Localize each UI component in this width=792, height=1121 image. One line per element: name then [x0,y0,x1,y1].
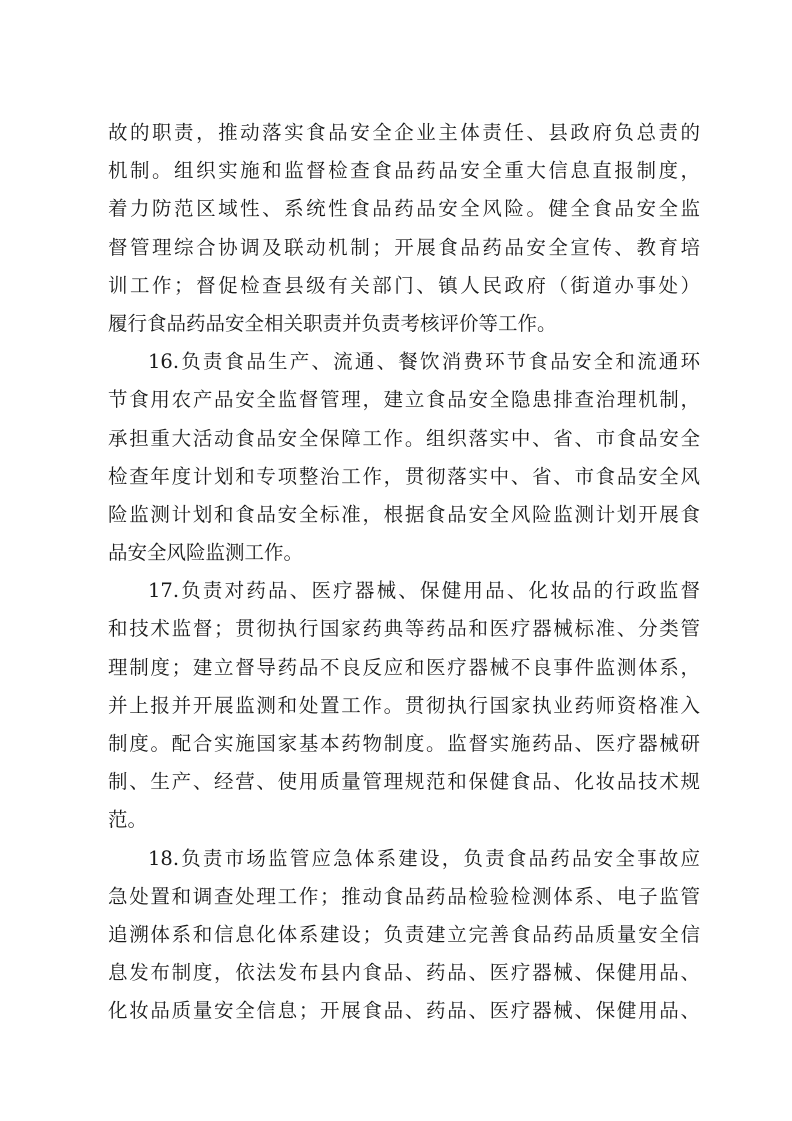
text-line: 着力防范区域性、系统性食品药品安全风险。健全食品安全监 [108,197,700,221]
text-line: 险监测计划和食品安全标准，根据食品安全风险监测计划开展食 [108,502,700,526]
text-line: 制度。配合实施国家基本药物制度。监督实施药品、医疗器械研 [108,732,700,755]
text-line: 和技术监督；贯彻执行国家药典等药品和医疗器械标准、分类管 [108,617,700,641]
text-line: 故的职责，推动落实食品安全企业主体责任、县政府负总责的 [108,121,700,144]
text-line: 化妆品质量安全信息；开展食品、药品、医疗器械、保健用品、 [108,999,700,1023]
text-line: 机制。组织实施和监督检查食品药品安全重大信息直报制度， [108,159,700,183]
document-body [108,114,700,1031]
text-line: 制、生产、经营、使用质量管理规范和保健食品、化妆品技术规 [108,770,700,794]
text-line: 履行食品药品安全相关职责并负责考核评价等工作。 [108,311,557,335]
text-line: 范。 [108,808,148,832]
text-line: 18.负责市场监管应急体系建设，负责食品药品安全事故应 [148,846,700,870]
text-line: 急处置和调查处理工作；推动食品药品检验检测体系、电子监管 [108,884,700,908]
text-line: 训工作；督促检查县级有关部门、镇人民政府（街道办事处） [108,273,700,297]
text-line: 督管理综合协调及联动机制；开展食品药品安全宣传、教育培 [108,235,700,259]
text-line: 追溯体系和信息化体系建设；负责建立完善食品药品质量安全信 [108,922,700,946]
text-line: 节食用农产品安全监督管理，建立食品安全隐患排查治理机制， [108,388,700,412]
text-line: 理制度；建立督导药品不良反应和医疗器械不良事件监测体系， [108,655,700,679]
text-line: 16.负责食品生产、流通、餐饮消费环节食品安全和流通环 [148,350,700,374]
text-line: 品安全风险监测工作。 [108,541,304,565]
text-line: 17.负责对药品、医疗器械、保健用品、化妆品的行政监督 [148,579,700,603]
text-line: 承担重大活动食品安全保障工作。组织落实中、省、市食品安全 [108,426,700,450]
text-line: 息发布制度，依法发布县内食品、药品、医疗器械、保健用品、 [108,961,700,985]
text-line: 并上报并开展监测和处置工作。贯彻执行国家执业药师资格准入 [108,693,700,717]
text-line: 检查年度计划和专项整治工作，贯彻落实中、省、市食品安全风 [108,464,700,488]
